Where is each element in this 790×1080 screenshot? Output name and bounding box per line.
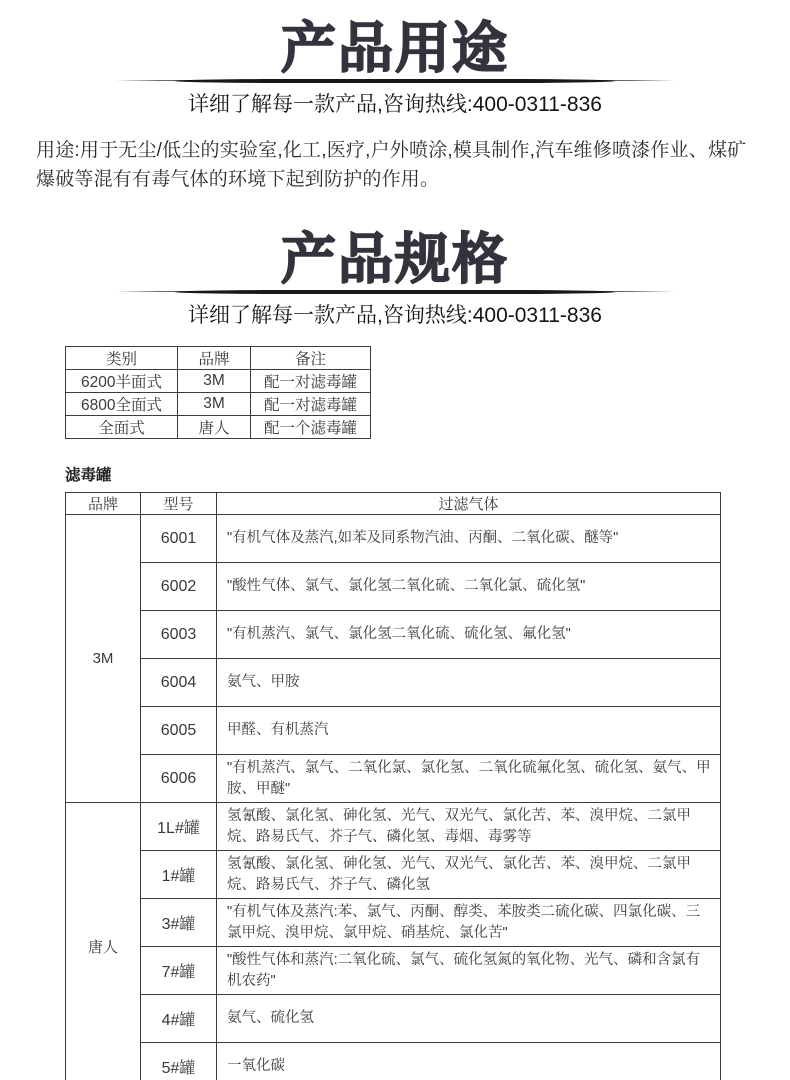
table-row [66, 755, 721, 803]
model-cell: 6004 [141, 659, 217, 707]
divider-thick-line [175, 290, 615, 294]
gases-cell: "酸性气体和蒸汽:二氧化硫、氯气、硫化氢氮的氧化物、光气、磷和含氯有机农药" [217, 947, 721, 995]
table-row [66, 851, 721, 899]
spec-cell-note: 配一个滤毒罐 [251, 416, 371, 439]
spec-cell-category: 6800全面式 [66, 393, 178, 416]
cartridge-header-gases: 过滤气体 [217, 493, 721, 515]
model-cell: 6006 [141, 755, 217, 803]
gases-cell: 氨气、甲胺 [217, 659, 721, 707]
table-row [66, 611, 721, 659]
gases-cell: 氢氰酸、氯化氢、砷化氢、光气、双光气、氯化苦、苯、溴甲烷、二氯甲烷、路易氏气、芥子气、磷化氢 [217, 851, 721, 899]
model-cell: 6001 [141, 515, 217, 563]
spec-cell-category: 6200半面式 [66, 370, 178, 393]
gases-cell: 氨气、硫化氢 [217, 995, 721, 1043]
cartridge-header-model: 型号 [141, 493, 217, 515]
table-row [66, 803, 721, 851]
cartridge-table [65, 492, 721, 1080]
table-row [66, 370, 371, 393]
gases-cell: "有机蒸汽、氯气、氯化氢二氧化硫、硫化氢、氟化氢" [217, 611, 721, 659]
spec-cell-brand: 3M [178, 370, 251, 393]
gases-cell: "有机气体及蒸汽,如苯及同系物汽油、丙酮、二氧化碳、醚等" [217, 515, 721, 563]
table-row [66, 416, 371, 439]
table-row [66, 659, 721, 707]
model-cell: 6005 [141, 707, 217, 755]
table-row [66, 995, 721, 1043]
cartridge-table-header-row [66, 493, 721, 515]
spec-table [65, 346, 371, 439]
spec-section-title: 产品规格 [280, 228, 509, 290]
model-cell: 4#罐 [141, 995, 217, 1043]
model-cell: 6002 [141, 563, 217, 611]
brand-cell: 唐人 [66, 803, 141, 1080]
table-row [66, 563, 721, 611]
gases-cell: 一氧化碳 [217, 1043, 721, 1080]
table-row [66, 707, 721, 755]
spec-header-note: 备注 [251, 347, 371, 370]
brand-cell: 3M [66, 515, 141, 803]
table-row [66, 1043, 721, 1080]
usage-paragraph: 用途:用于无尘/低尘的实验室,化工,医疗,户外喷涂,模具制作,汽车维修喷漆作业、煤矿爆破等混有有毒气体的环境下起到防护的作用。 [36, 140, 747, 190]
table-row [66, 515, 721, 563]
model-cell: 5#罐 [141, 1043, 217, 1080]
hotline-text: 详细了解每一款产品,咨询热线:400-0311-836 [188, 304, 602, 327]
table-row [66, 947, 721, 995]
spec-header-category: 类别 [66, 347, 178, 370]
divider-thick-line [175, 79, 615, 83]
spec-table-header-row [66, 347, 371, 370]
spec-section-header [0, 194, 790, 328]
table-row [66, 393, 371, 416]
model-cell: 3#罐 [141, 899, 217, 947]
hotline-text: 详细了解每一款产品,咨询热线:400-0311-836 [188, 93, 602, 116]
usage-section-title: 产品用途 [280, 17, 509, 79]
gases-cell: "有机蒸汽、氯气、二氧化氯、氯化氢、二氧化硫氟化氢、硫化氢、氨气、甲胺、甲醚" [217, 755, 721, 803]
usage-section-header [0, 0, 790, 117]
model-cell: 1L#罐 [141, 803, 217, 851]
table-row [66, 899, 721, 947]
cartridge-heading: 滤毒罐 [65, 467, 112, 484]
spec-cell-note: 配一对滤毒罐 [251, 393, 371, 416]
gases-cell: "酸性气体、氯气、氯化氢二氧化硫、二氧化氯、硫化氢" [217, 563, 721, 611]
gases-cell: 甲醛、有机蒸汽 [217, 707, 721, 755]
model-cell: 6003 [141, 611, 217, 659]
model-cell: 1#罐 [141, 851, 217, 899]
title-divider [115, 79, 675, 83]
gases-cell: "有机气体及蒸汽:苯、氯气、丙酮、醇类、苯胺类二硫化碳、四氯化碳、三氯甲烷、溴甲烷、氯甲烷、硝基烷、氯化苦" [217, 899, 721, 947]
cartridge-header-brand: 品牌 [66, 493, 141, 515]
spec-cell-note: 配一对滤毒罐 [251, 370, 371, 393]
spec-cell-brand: 3M [178, 393, 251, 416]
spec-cell-brand: 唐人 [178, 416, 251, 439]
spec-cell-category: 全面式 [66, 416, 178, 439]
title-divider [115, 290, 675, 294]
model-cell: 7#罐 [141, 947, 217, 995]
spec-header-brand: 品牌 [178, 347, 251, 370]
gases-cell: 氢氰酸、氯化氢、砷化氢、光气、双光气、氯化苦、苯、溴甲烷、二氯甲烷、路易氏气、芥子气、磷化氢、毒烟、毒雾等 [217, 803, 721, 851]
